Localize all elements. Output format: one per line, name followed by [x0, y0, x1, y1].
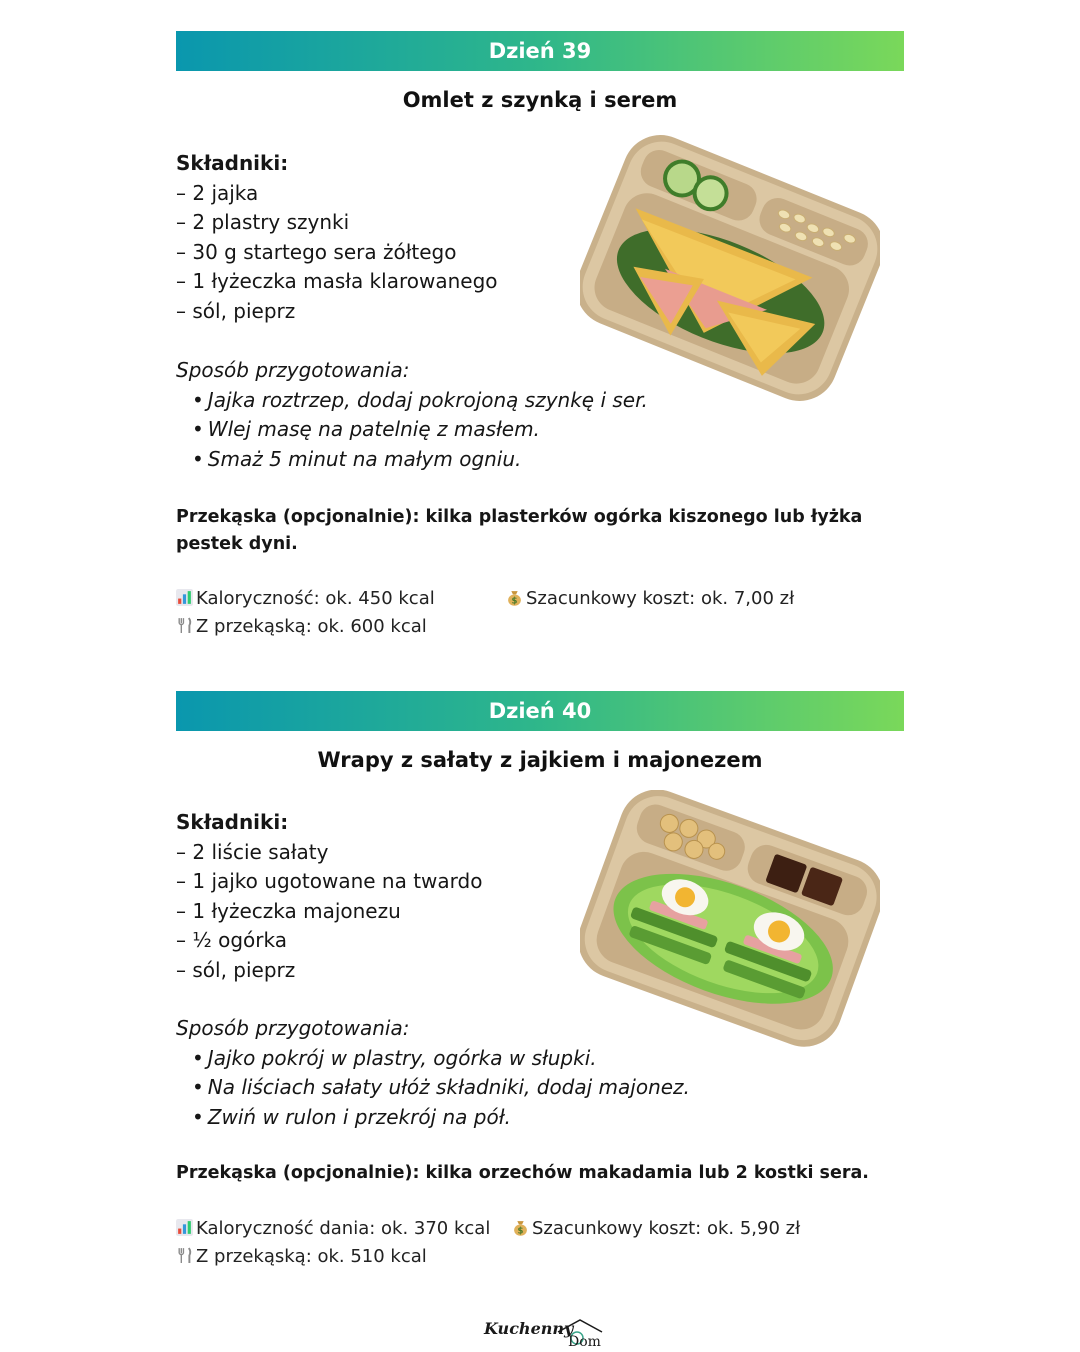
fork-knife-icon: [176, 617, 193, 634]
recipe-title: Wrapy z sałaty z jajkiem i majonezem: [317, 748, 763, 772]
calories-text: Kaloryczność: ok. 450 kcal: [196, 588, 435, 609]
svg-text:$: $: [517, 1226, 524, 1236]
ingredient-item: – 1 łyżeczka majonezu: [176, 898, 401, 923]
recipe-title: Omlet z szynką i serem: [402, 88, 678, 112]
ingredients-header: Składniki:: [176, 151, 289, 175]
method-step: • Zwiń w rulon i przekrój na pół.: [176, 1103, 736, 1133]
lettuce-wraps-lunchbox-image: [580, 790, 880, 1050]
method-step: • Na liściach sałaty ułóż składniki, dodaj majonez.: [176, 1073, 736, 1103]
method-header: Sposób przygotowania:: [176, 1016, 410, 1040]
ingredient-item: – 1 jajko ugotowane na twardo: [176, 869, 483, 894]
with-snack-text: Z przekąską: ok. 510 kcal: [196, 1246, 427, 1267]
cost-info: [512, 1215, 800, 1243]
cost-text: Szacunkowy koszt: ok. 5,90 zł: [532, 1218, 801, 1239]
ingredients-list: [176, 149, 596, 327]
calories-info: [176, 1215, 490, 1243]
ingredients-list: [176, 808, 596, 986]
day-banner: [176, 691, 904, 731]
money-bag-icon: [506, 589, 523, 606]
cost-info: [506, 585, 794, 613]
bar-chart-icon: [176, 589, 193, 606]
brand-logo: [482, 1312, 612, 1352]
with-snack-info: [176, 1243, 427, 1271]
method-step: • Jajka roztrzep, dodaj pokrojoną szynkę i ser.: [176, 386, 736, 416]
ingredient-item: – 2 plastry szynki: [176, 210, 350, 235]
ingredient-item: – ½ ogórka: [176, 928, 287, 953]
with-snack-info: [176, 613, 427, 641]
brand-name: Kuchenny: [484, 1319, 574, 1338]
cost-text: Szacunkowy koszt: ok. 7,00 zł: [526, 588, 795, 609]
snack-note: Przekąska (opcjonalnie): kilka orzechów makadamia lub 2 kostki sera.: [176, 1163, 869, 1183]
day-banner: [176, 31, 904, 71]
snack-note: Przekąska (opcjonalnie): kilka plasterków ogórka kiszonego lub łyżka pestek dyni.: [176, 507, 863, 554]
fork-knife-icon: [176, 1247, 193, 1264]
method-step: • Wlej masę na patelnię z masłem.: [176, 415, 736, 445]
ingredient-item: – 2 liście sałaty: [176, 839, 329, 864]
svg-text:$: $: [511, 596, 518, 606]
with-snack-text: Z przekąską: ok. 600 kcal: [196, 616, 427, 637]
calories-text: Kaloryczność dania: ok. 370 kcal: [196, 1218, 491, 1239]
calories-info: [176, 585, 435, 613]
method-header: Sposób przygotowania:: [176, 358, 410, 382]
ingredients-header: Składniki:: [176, 810, 289, 834]
method-step: • Jajko pokrój w plastry, ogórka w słupki.: [176, 1044, 736, 1074]
brand-name-2: Dom: [568, 1334, 601, 1350]
omelette-lunchbox-image: [580, 128, 880, 418]
day-label: Dzień 39: [488, 39, 592, 63]
ingredient-item: – 1 łyżeczka masła klarowanego: [176, 269, 498, 294]
method-step: • Smaż 5 minut na małym ogniu.: [176, 445, 736, 475]
day-label: Dzień 40: [488, 699, 592, 723]
ingredient-item: – 30 g startego sera żółtego: [176, 239, 457, 264]
money-bag-icon: [512, 1219, 529, 1236]
ingredient-item: – sól, pieprz: [176, 957, 296, 982]
ingredient-item: – 2 jajka: [176, 180, 259, 205]
ingredient-item: – sól, pieprz: [176, 298, 296, 323]
bar-chart-icon: [176, 1219, 193, 1236]
